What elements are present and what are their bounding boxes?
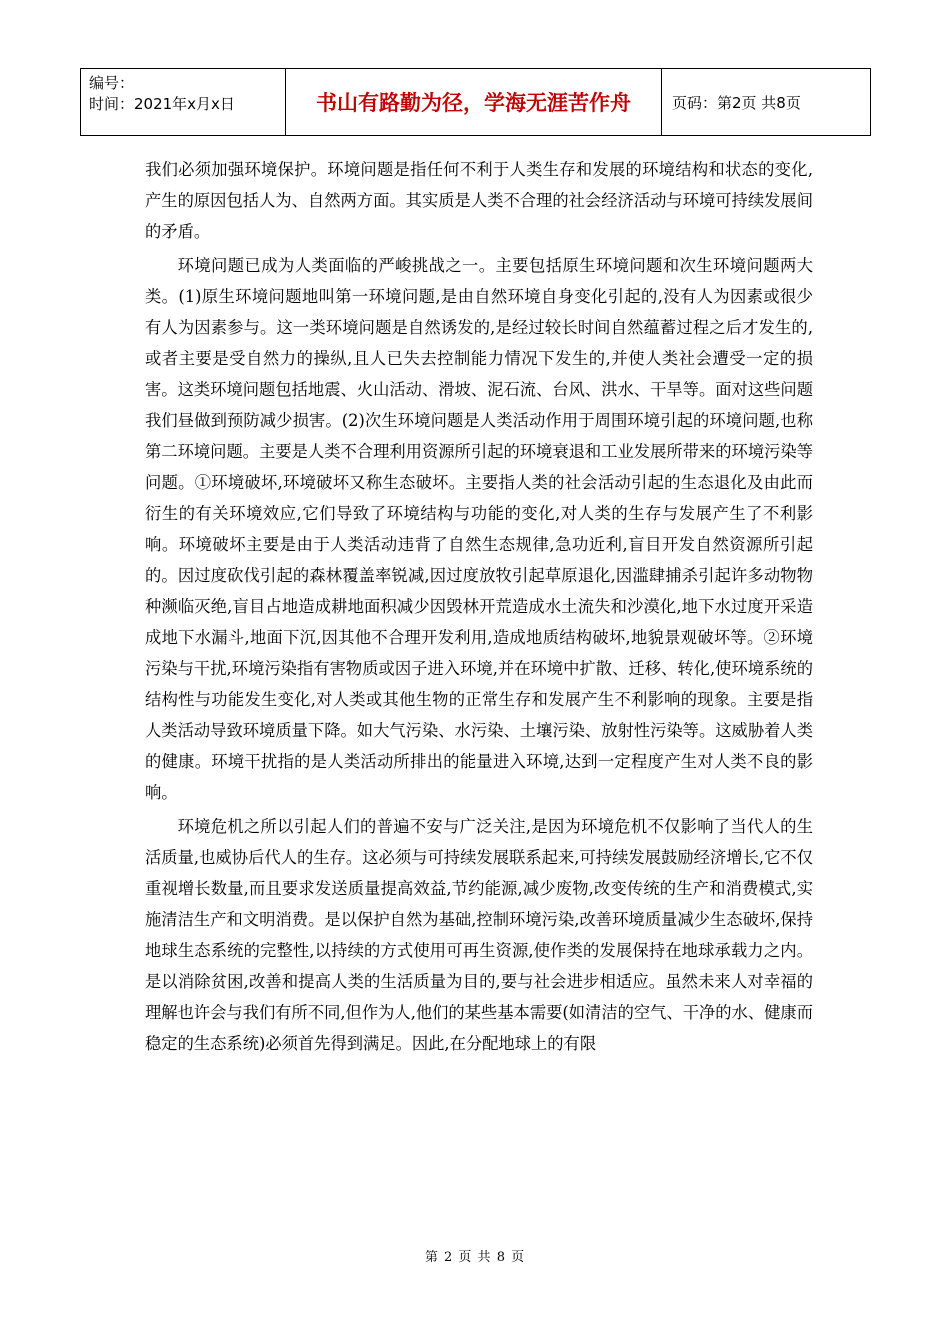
document-time-label: 时间：2021年x月x日 xyxy=(89,95,235,113)
header-page-info: 页码：第2页 共8页 xyxy=(672,93,801,112)
header-motto: 书山有路勤为径，学海无涯苦作舟 xyxy=(286,69,662,135)
paragraph-3: 环境危机之所以引起人们的普遍不安与广泛关注,是因为环境危机不仅影响了当代人的生活质量,也威协后代人的生存。这必须与可持续发展联系起来,可持续发展鼓励经济增长,它不仅重视增长数量,而且要求发送质量提高效益,节约能源,减少废物,改变传统的生产和消费模式,实施清洁生产和文明消费。是以保护自然为基础,控制环境污染,改善环境质量减少生态破坏,保持地球生态系统的完整性,以持续的方式使用可再生资源,使作类的发展保持在地球承载力之内。是以消除贫困,改善和提高人类的生活质量为目的,要与社会进步相适应。虽然未来人对幸福的理解也许会与我们有所不同,但作为人,他们的某些基本需要(如清洁的空气、干净的水、健康而稳定的生态系统)必须首先得到满足。因此,在分配地球上的有限 xyxy=(145,817,813,1053)
header-meta xyxy=(81,69,286,135)
paragraph-1: 我们必须加强环境保护。环境问题是指任何不利于人类生存和发展的环境结构和状态的变化,产生的原因包括人为、自然两方面。其实质是人类不合理的社会经济活动与环境可持续发展间的矛盾。 xyxy=(145,160,813,241)
document-number-label: 编号： xyxy=(89,74,135,92)
document-body xyxy=(145,154,813,1062)
page-header xyxy=(80,68,871,136)
paragraph-2: 环境问题已成为人类面临的严峻挑战之一。主要包括原生环境问题和次生环境问题两大类。(1)原生环境问题地叫第一环境问题,是由自然环境自身变化引起的,没有人为因素或很少有人为因素参与。这一类环境问题是自然诱发的,是经过较长时间自然蕴蓄过程之后才发生的,或者主要是受自然力的操纵,且人已失去控制能力情况下发生的,并使人类社会遭受一定的损害。这类环境问题包括地震、火山活动、滑坡、泥石流、台风、洪水、干旱等。面对这些问题我们昼做到预防减少损害。(2)次生环境问题是人类活动作用于周围环境引起的环境问题,也称第二环境问题。主要是人类不合理利用资源所引起的环境衰退和工业发展所带来的环境污染等问题。①环境破坏,环境破坏又称生态破坏。主要指人类的社会活动引起的生态退化及由此而衍生的有关环境效应,它们导致了环境结构与功能的变化,对人类的生存与发展产生了不利影响。环境破坏主要是由于人类活动违背了自然生态规律,急功近利,盲目开发自然资源所引起的。因过度砍伐引起的森林覆盖率锐减,因过度放牧引起草原退化,因滥肆捕杀引起许多动物物种濒临灭绝,盲目占地造成耕地面积减少因毁林开荒造成水土流失和沙漠化,地下水过度开采造成地下水漏斗,地面下沉,因其他不合理开发利用,造成地质结构破坏,地貌景观破坏等。②环境污染与干扰,环境污染指有害物质或因子进入环境,并在环境中扩散、迁移、转化,使环境系统的结构性与功能发生变化,对人类或其他生物的正常生存和发展产生不利影响的现象。主要是指人类活动导致环境质量下降。如大气污染、水污染、土壤污染、放射性污染等。这威胁着人类的健康。环境干扰指的是人类活动所排出的能量进入环境,达到一定程度产生对人类不良的影响。 xyxy=(145,256,813,802)
page-footer: 第 2 页 共 8 页 xyxy=(424,1250,526,1265)
